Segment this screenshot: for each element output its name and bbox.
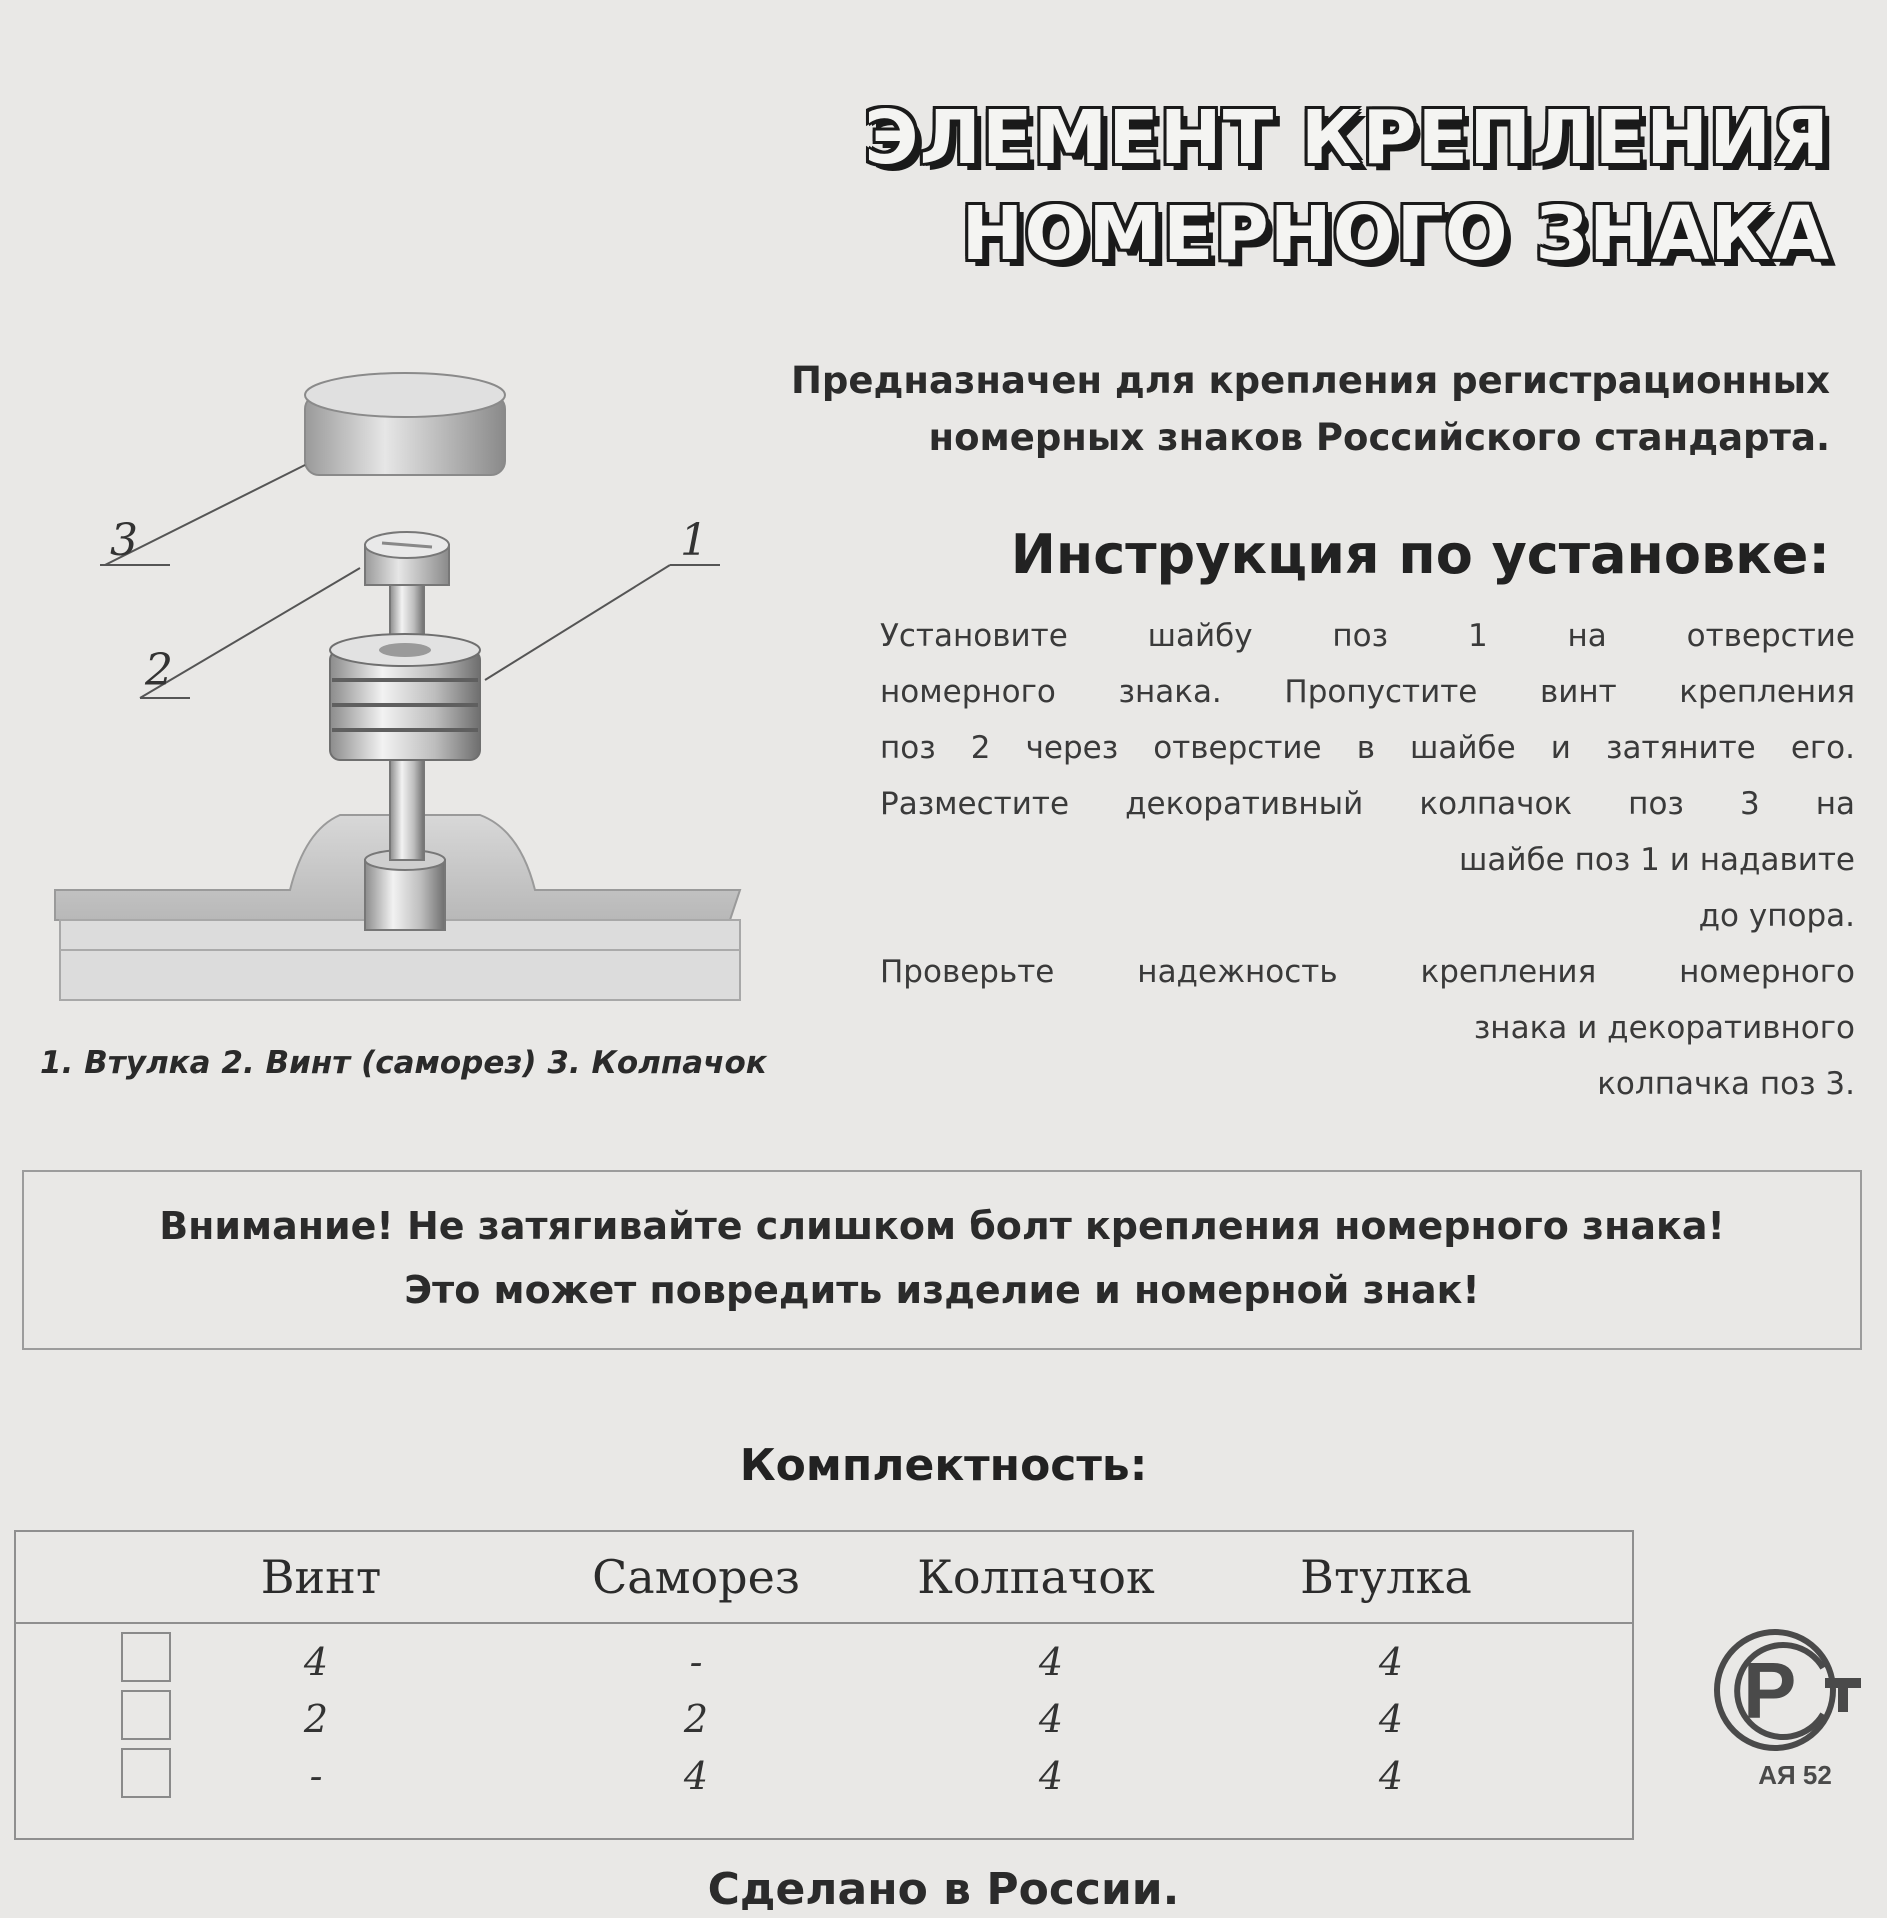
instruction-line: до упора. [1698, 898, 1855, 934]
svg-text:Р: Р [1743, 1646, 1797, 1735]
page-title [700, 90, 1830, 282]
plate-base [60, 920, 740, 1000]
table-cell: 4 [1378, 1640, 1404, 1684]
table-cell: 4 [1038, 1754, 1064, 1798]
column-header-screw: Винт [260, 1550, 382, 1604]
instructions-heading: Инструкция по установке: [1010, 523, 1830, 586]
title-line-1: ЭЛЕМЕНТ КРЕПЛЕНИЯ [864, 95, 1830, 181]
purpose-text [600, 352, 1830, 466]
table-cell: 2 [683, 1697, 709, 1741]
warning-line-1: Внимание! Не затягивайте слишком болт крепления номерного знака! [159, 1204, 1725, 1248]
callout-1: 1 [680, 515, 708, 566]
table-cell: 4 [1378, 1697, 1404, 1741]
table-header-divider [16, 1622, 1632, 1624]
table-cell: - [689, 1640, 703, 1684]
kit-option-checkbox[interactable] [121, 1632, 171, 1682]
warning-line-2: Это может повредить изделие и номерной знак! [404, 1268, 1480, 1312]
callout-2: 2 [145, 645, 173, 696]
kit-option-checkbox[interactable] [121, 1748, 171, 1798]
fastener-illustration [40, 360, 760, 1020]
washer-part [330, 634, 480, 760]
cap-part [305, 373, 505, 475]
purpose-line-2: номерных знаков Российского стандарта. [928, 416, 1830, 459]
instructions-text [880, 608, 1855, 1112]
column-header-sleeve: Втулка [1300, 1550, 1472, 1604]
completeness-table [14, 1530, 1634, 1840]
instruction-line: Установите шайбу поз 1 на отверстие [880, 618, 1855, 654]
completeness-heading: Комплектность: [739, 1440, 1148, 1491]
table-cell: 2 [303, 1697, 329, 1741]
table-cell: 4 [1038, 1640, 1064, 1684]
instruction-line: Проверьте надежность крепления номерного [880, 954, 1855, 990]
instruction-line: колпачка поз 3. [1597, 1066, 1855, 1102]
warning-box [22, 1170, 1862, 1350]
instruction-line: Разместите декоративный колпачок поз 3 на [880, 786, 1855, 822]
screw-part [365, 532, 449, 585]
made-in-label: Сделано в России. [707, 1864, 1180, 1915]
instruction-line: номерного знака. Пропустите винт крепления [880, 674, 1855, 710]
instruction-line: поз 2 через отверстие в шайбе и затяните его. [880, 730, 1855, 766]
table-cell: - [309, 1754, 323, 1798]
instruction-line: шайбе поз 1 и надавите [1459, 842, 1855, 878]
purpose-line-1: Предназначен для крепления регистрационных [790, 359, 1830, 402]
column-header-self-tapper: Саморез [592, 1550, 800, 1604]
table-cell: 4 [303, 1640, 329, 1684]
column-header-cap: Колпачок [917, 1550, 1155, 1604]
instruction-line: знака и декоративного [1473, 1010, 1855, 1046]
figure-caption: 1. Втулка 2. Винт (саморез) 3. Колпачок [40, 1045, 767, 1081]
title-line-2: НОМЕРНОГО ЗНАКА [961, 191, 1830, 277]
callout-3: 3 [110, 515, 138, 566]
certification-code: АЯ 52 [1758, 1760, 1832, 1790]
kit-option-checkbox[interactable] [121, 1690, 171, 1740]
table-cell: 4 [1378, 1754, 1404, 1798]
table-cell: 4 [683, 1754, 709, 1798]
pct-certification-icon [1705, 1620, 1865, 1770]
table-cell: 4 [1038, 1697, 1064, 1741]
